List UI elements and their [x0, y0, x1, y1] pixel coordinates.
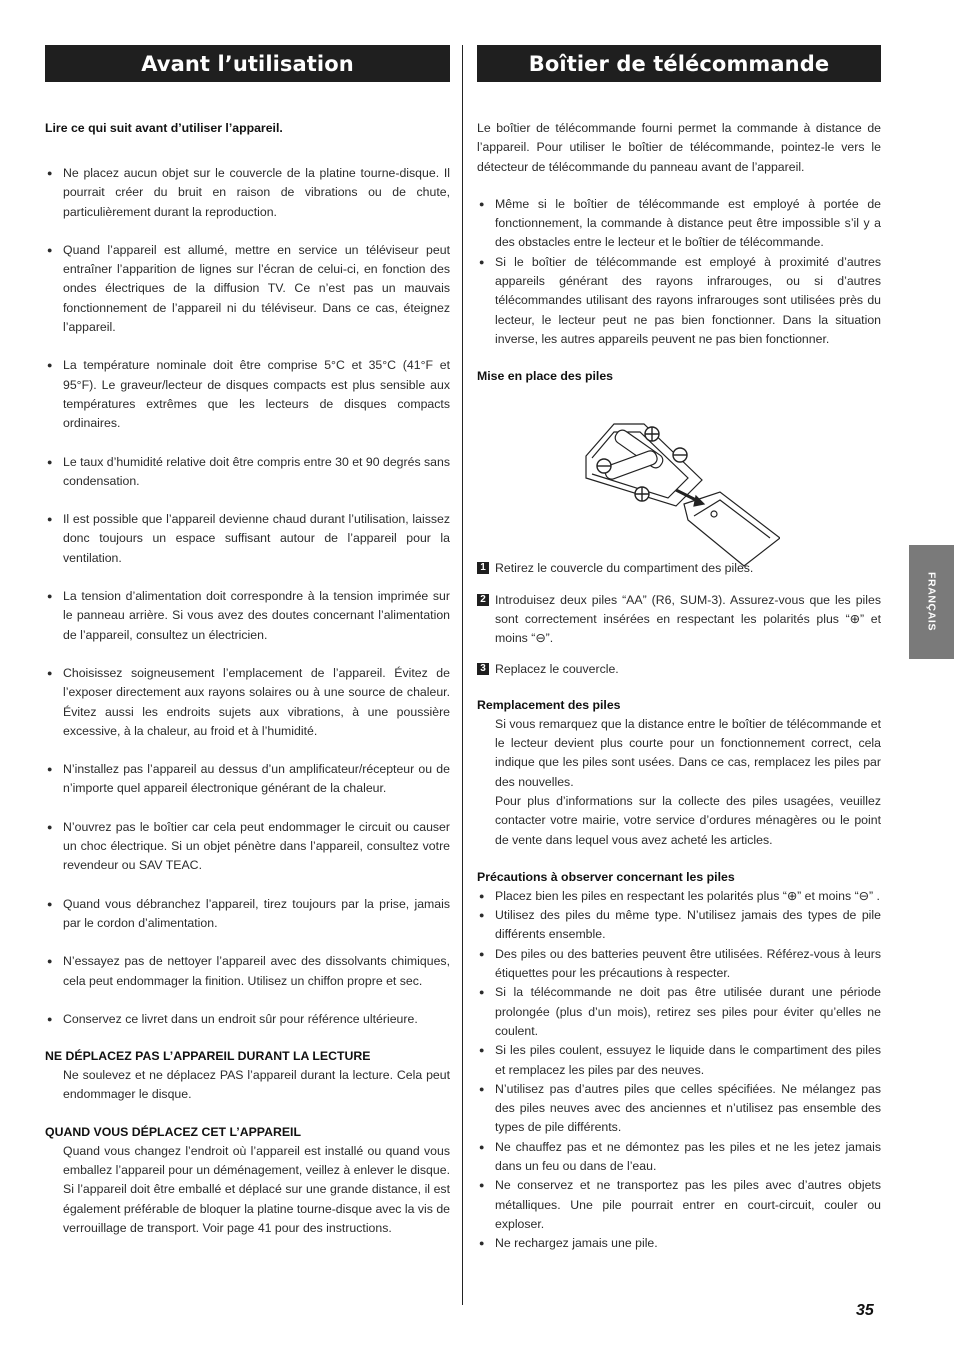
no-move-text: Ne soulevez et ne déplacez PAS l’appareil durant la lecture. Cela peut endommager le disque.	[63, 1068, 450, 1102]
step-text: Replacez le couvercle.	[495, 662, 619, 677]
list-item: ● Ne chauffez pas et ne démontez pas les piles et ne les jetez jamais dans un feu ou dans de l’eau.	[477, 1138, 881, 1177]
list-item: ● Conservez ce livret dans un endroit sûr pour référence ultérieure.	[45, 1010, 450, 1029]
list-item: ● Ne rechargez jamais une pile.	[477, 1234, 881, 1253]
list-item: ● Si la télécommande ne doit pas être utilisée durant une période prolongée (plus d’un mois), retirez ses piles pour éviter qu’elles ne coulent.	[477, 983, 881, 1041]
section-title-boitier-telecommande: Boîtier de télécommande	[477, 45, 881, 82]
column-divider	[462, 45, 463, 1305]
page-number: 35	[856, 1302, 874, 1319]
list-item: ● Des piles ou des batteries peuvent être utilisées. Référez-vous à leurs étiquettes pour les précautions à respecter.	[477, 945, 881, 984]
language-tab: FRANÇAIS	[909, 545, 954, 659]
step-item	[477, 591, 881, 649]
section-title-avant-utilisation: Avant l’utilisation	[45, 45, 450, 82]
replace-heading: Remplacement des piles	[477, 697, 621, 712]
battery-precautions-heading: Précautions à observer concernant les piles	[477, 869, 735, 884]
remote-intro: Le boîtier de télécommande fourni permet la commande à distance de l’appareil. Pour utiliser le boîtier de télécommande, pointez-le vers le détecteur de télécommande du panneau avant de l’appareil.	[477, 121, 881, 174]
list-item: ● Ne conservez et ne transportez pas les piles avec d’autres objets métalliques. Une pile pourrait entrer en court-circuit, couler ou exploser.	[477, 1176, 881, 1234]
list-item: ● N’utilisez pas d’autres piles que celles spécifiées. Ne mélangez pas des piles neuves avec des anciennes et n’utilisez pas ensemble des types de pile différents.	[477, 1080, 881, 1138]
replace-para-2: Pour plus d’informations sur la collecte des piles usagées, veuillez contacter votre mairie, votre service d’ordures ménagères ou le point de vente dans lequel vous avez acheté les articles.	[495, 793, 881, 847]
list-item: ● Utilisez des piles du même type. N’utilisez jamais des types de pile différents ensemble.	[477, 906, 881, 945]
right-column	[477, 45, 881, 1253]
list-item: ● La température nominale doit être comprise 5°C et 35°C (41°F et 95°F). Le graveur/lecteur de disques compacts est plus sensible aux températures extrêmes que les lecteurs de disques compacts ordinaires.	[45, 356, 450, 433]
list-item: ● Quand l’appareil est allumé, mettre en service un téléviseur peut entraîner l’apparition de lignes sur l’écran de celui-ci, en fonction des ondes électriques de la diffusion TV. Ce n’est pas un mauvais fonctionnement de l’appareil ni du téléviseur. Dans ce cas, éteignez l’appareil.	[45, 241, 450, 337]
batteries-heading: Mise en place des piles	[477, 369, 614, 384]
replace-para-1: Si vous remarquez que la distance entre le boîtier de télécommande et le lecteur devient plus courte pour un fonctionnement correct, cela indique que les piles sont usées. Dans ce cas, remplacez les piles par des nouvelles.	[495, 716, 881, 789]
list-item: ● Ne placez aucun objet sur le couvercle de la platine tourne-disque. Il pourrait créer du bruit en raison de vibrations ou de chute, particulièrement durant la reproduction.	[45, 164, 450, 222]
moving-heading: QUAND VOUS DÉPLACEZ CET L’APPAREIL	[45, 1124, 301, 1139]
list-item: ● Il est possible que l’appareil devienne chaud durant l’utilisation, laissez donc toujours un espace suffisant autour de l’appareil pour la ventilation.	[45, 510, 450, 568]
left-column	[45, 45, 450, 1238]
battery-precautions-list	[477, 887, 881, 1254]
list-item: ● N’essayez pas de nettoyer l’appareil avec des dissolvants chimiques, cela peut endommager la finition. Utilisez un chiffon propre et sec.	[45, 952, 450, 991]
list-item: ● Si le boîtier de télécommande est employé à proximité d’autres appareils générant des rayons infrarouges, ou si d’autres télécommandes utilisant des rayons infrarouges sont utilisées près du lecteur, le lecteur peut ne pas bien fonctionner. Dans la situation inverse, les autres appareils peuvent ne pas bien fonctionner.	[477, 253, 881, 349]
step-number: 1	[477, 562, 489, 574]
list-item: ● Même si le boîtier de télécommande est employé à portée de fonctionnement, la commande à distance peut être impossible s’il y a des obstacles entre le lecteur et le boîtier de télécommande.	[477, 195, 881, 253]
list-item: ● La tension d’alimentation doit correspondre à la tension imprimée sur le panneau arrière. Si vous avez des doutes concernant l’alimentation de l’appareil, consultez un électricien.	[45, 587, 450, 645]
list-item: ● Le taux d’humidité relative doit être compris entre 30 et 90 degrés sans condensation.	[45, 453, 450, 492]
list-item: ● N’ouvrez pas le boîtier car cela peut endommager le circuit ou causer un choc électrique. Si un objet pénètre dans l’appareil, consultez votre revendeur ou SAV TEAC.	[45, 818, 450, 876]
list-item: ● N’installez pas l’appareil au dessus d’un amplificateur/récepteur ou de n’importe quel appareil électronique générant de la chaleur.	[45, 760, 450, 799]
step-text: Retirez le couvercle du compartiment des piles.	[495, 561, 754, 576]
list-item: ● Placez bien les piles en respectant les polarités plus “⊕” et moins “⊖” .	[477, 887, 881, 906]
step-item	[477, 660, 881, 679]
step-number: 3	[477, 663, 489, 675]
precautions-list	[45, 164, 450, 1029]
step-text: Introduisez deux piles “AA” (R6, SUM-3). Assurez-vous que les piles sont correctement insérées en respectant les polarités plus “⊕” et moins “⊖”.	[495, 592, 881, 646]
battery-steps	[477, 559, 881, 679]
step-number: 2	[477, 594, 489, 606]
list-item: ● Choisissez soigneusement l’emplacement de l’appareil. Évitez de l’exposer directement aux rayons solaires ou à une source de chaleur. Évitez aussi les endroits sujets aux vibrations, à une poussière excessive, à la chaleur, au froid et à l’humidité.	[45, 664, 450, 741]
remote-notes-list	[477, 195, 881, 349]
list-item: ● Si les piles coulent, essuyez le liquide dans le compartiment des piles et remplacez les piles par des neuves.	[477, 1041, 881, 1080]
intro-heading: Lire ce qui suit avant d’utiliser l’appareil.	[45, 121, 283, 135]
moving-text: Quand vous changez l’endroit où l’appareil est installé ou quand vous emballez l’appareil pour un déménagement, veillez à enlever le disque. Si l’appareil doit être emballé et déplacé sur une grande distance, il est également préférable de bloquer la platine tourne-disque avec la vis de verrouillage de transport. Voir page 41 pour des instructions.	[63, 1143, 450, 1235]
battery-insertion-illustration	[584, 420, 780, 570]
list-item: ● Quand vous débranchez l’appareil, tirez toujours par la prise, jamais par le cordon d’alimentation.	[45, 895, 450, 934]
no-move-heading: NE DÉPLACEZ PAS L’APPAREIL DURANT LA LECTURE	[45, 1049, 371, 1064]
